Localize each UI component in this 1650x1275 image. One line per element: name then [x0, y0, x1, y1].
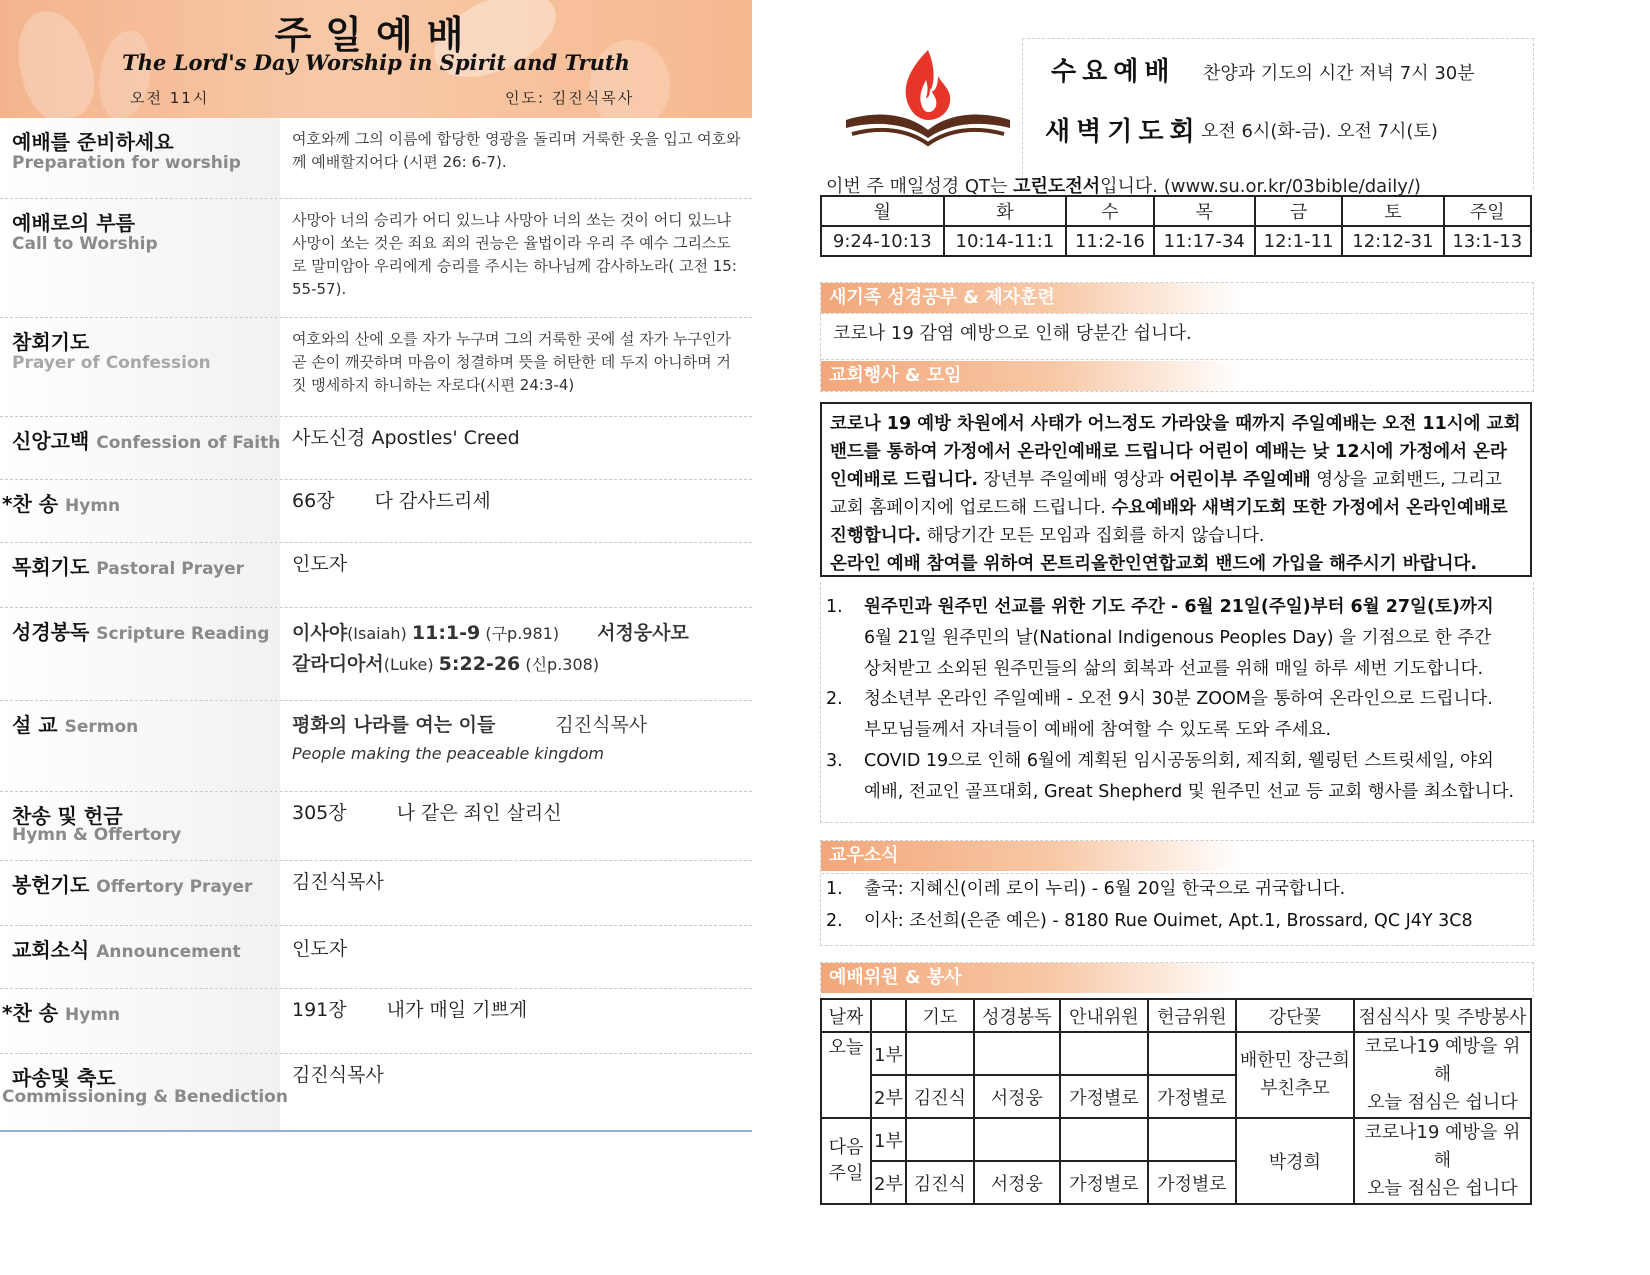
service-time: 오전 11시	[130, 89, 210, 107]
section-heading: 교회행사 & 모임	[821, 361, 1241, 391]
order-text: 인도자	[292, 553, 348, 575]
order-row-offertory-prayer	[0, 861, 752, 926]
staff-table	[820, 998, 1532, 1205]
scripture-page: (구p.981)	[485, 624, 560, 643]
scripture-book: 갈라디아서	[292, 653, 384, 675]
staff-cell: 가정별로	[1060, 1075, 1148, 1118]
wednesday-service-desc: 찬양과 기도의 시간 저녁 7시 30분	[1203, 63, 1475, 84]
bible-study-section	[820, 282, 1534, 392]
news-text: 출국: 지혜신(이레 로이 누리) - 6월 20일 한국으로 귀국합니다.	[864, 879, 1346, 899]
section-heading: 예배위원 & 봉사	[821, 963, 1241, 993]
order-label-ko: 봉헌기도	[12, 873, 90, 897]
qt-ref: 9:24-10:13	[821, 226, 944, 256]
qt-ref: 11:17-34	[1154, 226, 1255, 256]
order-label-en: Hymn & Offertory	[12, 825, 182, 845]
qt-day: 목	[1154, 196, 1255, 226]
order-label-en: Prayer of Confession	[12, 353, 211, 373]
order-row-benediction	[0, 1054, 752, 1132]
event-line: COVID 19으로 인해 6월에 계획된 임시공동의회, 제직회, 웰링턴 스트릿세일, 야외	[864, 751, 1494, 771]
worship-order-page	[0, 0, 752, 1195]
order-label-ko: 파송및 축도	[12, 1066, 116, 1090]
order-row-creed	[0, 417, 752, 480]
order-label-ko: 신앙고백	[12, 429, 90, 453]
staff-cell: 가정별로	[1148, 1075, 1236, 1118]
church-logo	[838, 40, 1018, 150]
order-row-sermon	[0, 701, 752, 792]
hymn-title: 내가 매일 기쁘게	[386, 999, 528, 1021]
order-text: 사망아 너의 승리가 어디 있느냐 사망아 너의 쏘는 것이 어디 있느냐 사망이 쏘는 것은 죄요 죄의 권능은 율법이라 우리 주 예수 그리스도로 말미암아 우리에게 승리를 주시는 하나님께 감사하노라( 고전 15: 55-57).	[292, 211, 737, 298]
notice-bold: 온라인 예배 참여를 위하여 몬트리올한인연합교회 밴드에 가입을 해주시기 바랍니다.	[830, 554, 1478, 574]
staff-flower: 박경희	[1236, 1118, 1354, 1204]
order-label-en: Hymn	[65, 496, 121, 516]
qt-day: 월	[821, 196, 944, 226]
qt-day: 수	[1066, 196, 1153, 226]
sermon-title-en: People making the peaceable kingdom	[292, 744, 604, 763]
event-line: 상처받고 소외된 원주민들의 삶의 회복과 선교를 위해 매일 하루 세번 기도합니다.	[864, 659, 1484, 679]
staff-lunch: 코로나19 예방을 위해 오늘 점심은 쉽니다	[1354, 1032, 1531, 1118]
order-label-en: Preparation for worship	[12, 153, 241, 173]
qt-day: 토	[1342, 196, 1443, 226]
page-title: 주일예배	[274, 13, 478, 57]
event-line: 6월 21일 원주민의 날(National Indigenous Peoples Day) 을 기점으로 한 주간	[864, 628, 1492, 648]
hymn-number: 305장	[292, 802, 347, 824]
news-number: 2.	[826, 911, 843, 931]
service-times-box	[1022, 38, 1534, 189]
qt-day: 금	[1255, 196, 1342, 226]
qt-day: 주일	[1444, 196, 1531, 226]
qt-ref: 10:14-11:1	[944, 226, 1067, 256]
scripture-book-en: (Luke)	[383, 655, 434, 674]
notice-bold: 수요예배와 새벽기도회 또한 가정에서 온라인예배로 진행합니다.	[830, 498, 1508, 546]
staff-part: 1부	[871, 1118, 906, 1161]
dawn-prayer-desc: 오전 6시(화-금). 오전 7시(토)	[1201, 121, 1438, 142]
order-text: 김진식목사	[292, 871, 384, 893]
section-heading: 교우소식	[821, 841, 1241, 871]
staff-header: 기도	[906, 999, 974, 1032]
order-row-call-to-worship	[0, 199, 752, 318]
qt-book: 고린도전서	[1013, 176, 1101, 197]
staff-part: 2부	[871, 1161, 906, 1204]
staff-section	[820, 962, 1534, 997]
qt-schedule-table	[820, 195, 1532, 257]
order-text: 여호와께 그의 이름에 합당한 영광을 돌리며 거룩한 옷을 입고 여호와께 예배할지어다 (시편 26: 6-7).	[292, 130, 741, 171]
hymn-number: 66장	[292, 490, 335, 512]
section-heading: 새기족 성경공부 & 제자훈련	[821, 283, 1241, 313]
order-label-ko: *찬 송	[2, 492, 59, 516]
scripture-ref: 5:22-26	[438, 653, 521, 675]
event-number: 3.	[826, 751, 843, 771]
order-label-en: Pastoral Prayer	[96, 559, 245, 579]
hymn-title: 다 감사드리세	[374, 490, 491, 512]
staff-header: 안내위원	[1060, 999, 1148, 1032]
order-label-ko: 목회기도	[12, 555, 90, 579]
order-label-ko: 성경봉독	[12, 620, 90, 644]
event-line: 청소년부 온라인 주일예배 - 오전 9시 30분 ZOOM을 통하여 온라인으로 드립니다.	[864, 689, 1493, 709]
hymn-number: 191장	[292, 999, 347, 1021]
order-label-en: Commissioning & Benediction	[2, 1087, 288, 1107]
scripture-book: 이사야	[292, 622, 348, 644]
qt-ref: 12:12-31	[1342, 226, 1443, 256]
staff-cell: 가정별로	[1060, 1161, 1148, 1204]
order-label-ko: 찬송 및 헌금	[12, 804, 123, 828]
staff-header: 강단꽃	[1236, 999, 1354, 1032]
event-number: 2.	[826, 689, 843, 709]
staff-header: 날짜	[821, 999, 871, 1032]
covid-notice-box	[820, 402, 1532, 577]
scripture-book-en: (Isaiah)	[347, 624, 407, 643]
staff-part: 1부	[871, 1032, 906, 1075]
news-text: 이사: 조선희(은준 예은) - 8180 Rue Ouimet, Apt.1, Brossard, QC J4Y 3C8	[864, 911, 1473, 931]
order-label-ko: 예배를 준비하세요	[12, 130, 174, 154]
service-leader: 인도: 김진식목사	[505, 89, 635, 107]
staff-lunch: 코로나19 예방을 위해 오늘 점심은 쉽니다	[1354, 1118, 1531, 1204]
qt-prefix: 이번 주 매일성경 QT는	[826, 176, 1014, 197]
bible-study-text: 코로나 19 감염 예방으로 인해 당분간 쉽니다.	[833, 323, 1192, 344]
scripture-ref: 11:1-9	[411, 622, 481, 644]
order-label-en: Announcement	[96, 942, 241, 962]
order-row-offertory-hymn	[0, 792, 752, 861]
page-subtitle: The Lord's Day Worship in Spirit and Truth	[122, 50, 630, 75]
hymn-title: 나 같은 죄인 살리신	[396, 802, 562, 824]
order-label-en: Confession of Faith	[96, 433, 281, 453]
order-label-ko: 설 교	[12, 713, 58, 737]
order-label-ko: 예배로의 부름	[12, 211, 135, 235]
staff-header: 헌금위원	[1148, 999, 1236, 1032]
staff-flower: 배한민 장근희 부친추모	[1236, 1032, 1354, 1118]
event-line: 예배, 전교인 골프대회, Great Shepherd 및 원주민 선교 등 교회 행사를 최소합니다.	[864, 782, 1515, 802]
staff-part: 2부	[871, 1075, 906, 1118]
order-row-confession-prayer	[0, 318, 752, 417]
staff-header: 성경봉독	[974, 999, 1060, 1032]
worship-banner	[0, 0, 752, 118]
order-text: 여호와의 산에 오를 자가 누구며 그의 거룩한 곳에 설 자가 누구인가 곧 손이 깨끗하며 마음이 청결하며 뜻을 허탄한 데 두지 아니하며 거짓 맹세하지 하니하는 자로다(시편 24:3-4)	[292, 330, 731, 394]
staff-cell: 가정별로	[1148, 1161, 1236, 1204]
sermon-preacher: 김진식목사	[555, 714, 648, 736]
staff-date: 오늘	[821, 1032, 871, 1118]
order-row-pastoral-prayer	[0, 543, 752, 608]
news-number: 1.	[826, 879, 843, 899]
order-row-hymn-1	[0, 480, 752, 543]
order-label-ko: 참회기도	[12, 330, 90, 354]
event-number: 1.	[826, 597, 843, 617]
scripture-page: (신p.308)	[525, 655, 600, 674]
notice-bold: 코로나 19 예방 차원에서 사태가 어느정도 가라앉을 때까지 주일예배는 오전 11시에 교회 밴드를 통하여 가정에서 온라인예배로 드립니다 어린이 예배는 낮 12시에 가정에서 온라인예배로 드립니다.	[830, 414, 1521, 490]
order-label-en: Sermon	[64, 717, 139, 737]
qt-day: 화	[944, 196, 1067, 226]
order-label-en: Call to Worship	[12, 234, 158, 254]
qt-ref: 13:1-13	[1444, 226, 1531, 256]
scripture-reader: 서정웅사모	[597, 622, 689, 644]
order-text: 사도신경 Apostles' Creed	[292, 427, 520, 449]
staff-date: 다음 주일	[821, 1118, 871, 1204]
sermon-title: 평화의 나라를 여는 이들	[292, 714, 496, 736]
notice-text: 장년부 주일예배 영상과	[977, 470, 1170, 490]
dawn-prayer-title: 새벽기도회	[1045, 117, 1201, 147]
order-label-ko: 교회소식	[12, 938, 90, 962]
staff-cell: 서정웅	[974, 1161, 1060, 1204]
order-label-en: Scripture Reading	[96, 624, 270, 644]
order-row-scripture	[0, 608, 752, 701]
order-text: 김진식목사	[292, 1064, 384, 1086]
order-label-ko: *찬 송	[2, 1001, 59, 1025]
qt-ref: 12:1-11	[1255, 226, 1342, 256]
staff-cell: 김진식	[906, 1161, 974, 1204]
order-row-hymn-2	[0, 989, 752, 1054]
qt-suffix: 입니다. (www.su.or.kr/03bible/daily/)	[1100, 176, 1421, 197]
order-row-announcement	[0, 926, 752, 989]
staff-header: 점심식사 및 주방봉사	[1354, 999, 1531, 1032]
wednesday-service-title: 수요예배	[1051, 57, 1176, 87]
staff-header	[871, 999, 906, 1032]
staff-cell: 서정웅	[974, 1075, 1060, 1118]
order-label-en: Hymn	[65, 1005, 121, 1025]
notice-text: 해당기간 모든 모임과 집회를 하지 않습니다.	[921, 526, 1265, 546]
notice-text: 영상을 교회밴드, 그리고 교회 홈페이지에 업로드해 드립니다.	[830, 470, 1502, 518]
notice-bold: 어린이부 주일예배	[1169, 470, 1311, 490]
event-line: 원주민과 원주민 선교를 위한 기도 주간 - 6월 21일(주일)부터 6월 27일(토)까지	[864, 597, 1494, 617]
order-label-en: Offertory Prayer	[96, 877, 253, 897]
order-text: 인도자	[292, 938, 348, 960]
staff-cell: 김진식	[906, 1075, 974, 1118]
event-line: 부모님들께서 자녀들이 예배에 참여할 수 있도록 도와 주세요.	[864, 720, 1332, 740]
qt-ref: 11:2-16	[1066, 226, 1153, 256]
order-row-preparation	[0, 118, 752, 199]
